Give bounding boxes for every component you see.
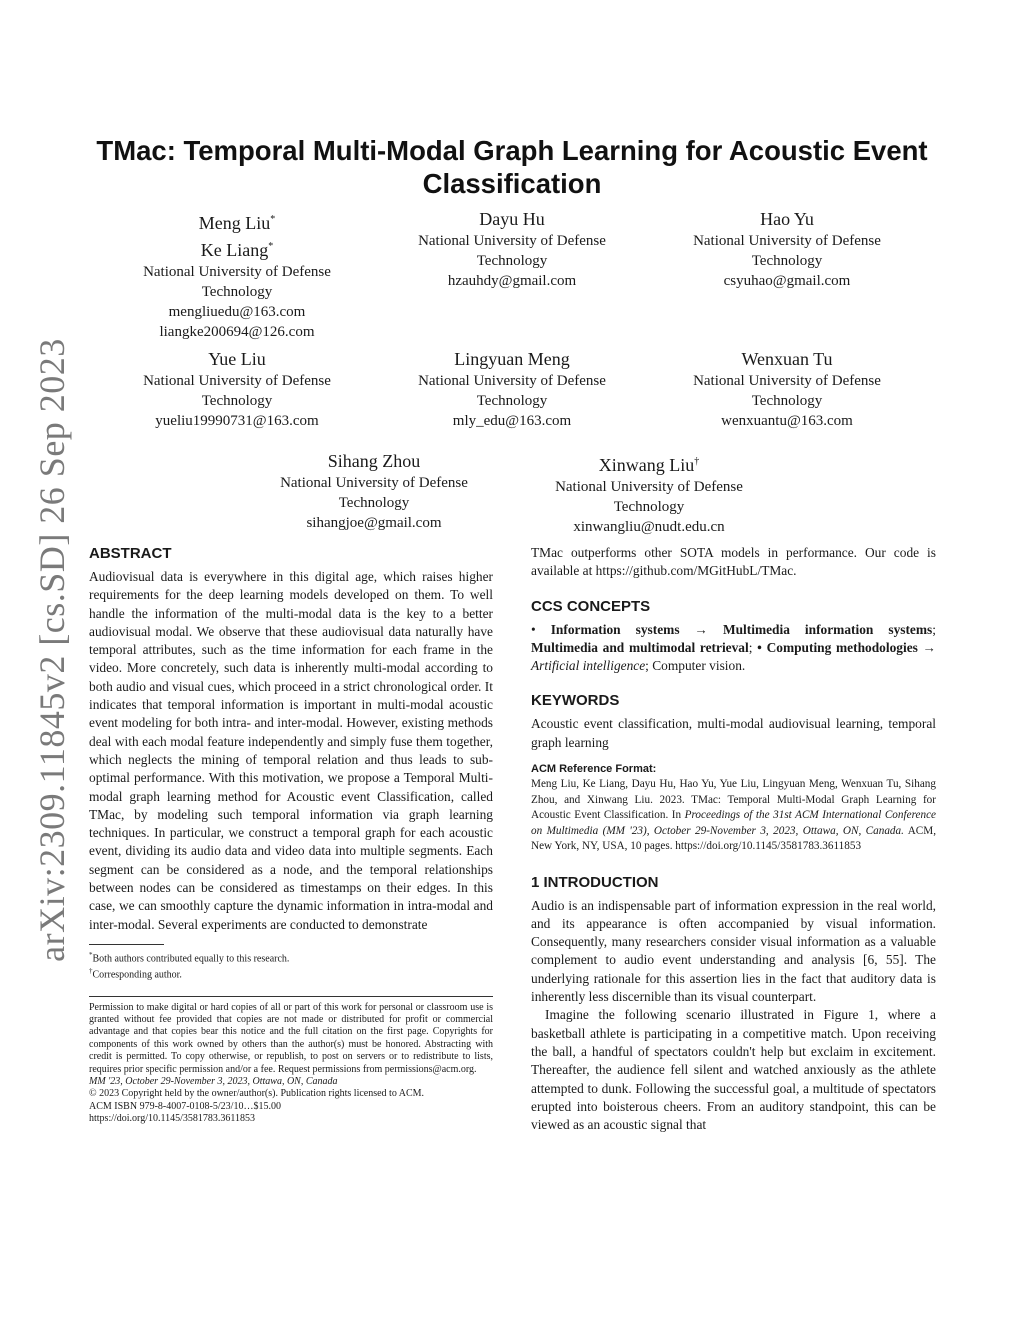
acm-reference-heading: ACM Reference Format: xyxy=(531,763,657,776)
author-email: hzauhdy@gmail.com xyxy=(447,273,577,289)
author-block-4 xyxy=(102,348,372,431)
footnote-mark: * xyxy=(89,950,93,959)
author-name: Hao Yu xyxy=(760,209,814,229)
introduction-heading: 1 INTRODUCTION xyxy=(531,873,659,891)
ccs-concepts: • Information systems → Multimedia information systems; Multimedia and multimodal retrieval; • Computing methodologies → Artificial intelligence; Computer vision. xyxy=(531,621,936,674)
author-name: Lingyuan Meng xyxy=(454,349,570,369)
author-affiliation: National University of Defense Technology xyxy=(693,233,881,269)
permission-notice xyxy=(89,996,493,1126)
author-name: Xinwang Liu xyxy=(598,455,695,475)
author-name: Sihang Zhou xyxy=(327,451,421,471)
isbn-line: ACM ISBN 979-8-4007-0108-5/23/10…$15.00 xyxy=(89,1100,281,1112)
footnote-text: Corresponding author. xyxy=(92,969,182,981)
arxiv-identifier: arXiv:2309.11845v2 [cs.SD] 26 Sep 2023 xyxy=(32,338,72,962)
footnote-equal xyxy=(89,949,493,965)
corresponding-author-mark: † xyxy=(694,456,700,467)
ccs-term: Information systems xyxy=(550,621,680,637)
right-column xyxy=(531,544,936,1134)
author-name: Dayu Hu xyxy=(479,209,545,229)
doi-link[interactable]: https://doi.org/10.1145/3581783.3611853 xyxy=(89,1113,256,1125)
abstract-continuation: TMac outperforms other SOTA models in performance. Our code is available at https://github.com/MGitHubL/TMac. xyxy=(531,545,936,579)
ccs-heading: CCS CONCEPTS xyxy=(531,597,651,615)
author-email: mly_edu@163.com xyxy=(452,413,572,429)
copyright-line: © 2023 Copyright held by the owner/author(s). Publication rights licensed to ACM. xyxy=(89,1088,425,1100)
author-email: mengliuedu@163.com xyxy=(168,304,306,320)
keywords-text: Acoustic event classification, multi-modal audiovisual learning, temporal graph learning xyxy=(531,716,936,750)
ccs-term: Artificial intelligence xyxy=(531,658,646,674)
author-email: liangke200694@126.com xyxy=(159,324,315,340)
keywords-heading: KEYWORDS xyxy=(531,692,620,710)
author-name: Ke Liang xyxy=(200,240,269,260)
ccs-term: Computer vision. xyxy=(652,658,746,674)
author-affiliation: National University of Defense Technology xyxy=(693,373,881,409)
author-block-2 xyxy=(377,208,647,291)
equal-contribution-mark: * xyxy=(270,214,276,225)
footnote-corresponding xyxy=(89,965,493,981)
author-affiliation: National University of Defense Technology xyxy=(143,264,331,300)
ccs-term: Multimedia information systems xyxy=(722,621,933,637)
acm-reference-venue: Proceedings of the 31st ACM International Conference on Multimedia (MM '23), October 29-November 3, 2023, Ottawa, ON, Canada. xyxy=(531,809,937,837)
footnote-text: Both authors contributed equally to this research. xyxy=(92,953,290,965)
author-email: sihangjoe@gmail.com xyxy=(306,515,442,531)
equal-contribution-mark: * xyxy=(268,241,274,252)
introduction-paragraph-1: Audio is an indispensable part of information expression in the real world, and its appearance is often accompanied by visual information. Consequently, many researchers consider visual information as a valuable complement to audio event understanding and analysis [6, 55]. The underlying rationale for this assertion lies in the fact that auditory data is inherently less discernible than its visual counterpart. xyxy=(531,897,936,1005)
abstract-text: Audiovisual data is everywhere in this digital age, which raises higher requirements for the deep learning models developed on them. To well handle the information of the multi-modal data is the key to a better audiovisual modal. We observe that these audiovisual data naturally have temporal attributes, such as the time information for each frame in the video. More concretely, such data is inherently multi-modal according to both audio and visual cues, which proceed in a strict chronological order. It indicates that temporal information is important in multi-modal acoustic event modeling for both intra- and inter-modal. However, existing methods deal with each modal feature independently and simply fuse them together, which neglects the mining of temporal relation and thus leads to sub-optimal performance. With this motivation, we propose a Temporal Multi-modal graph learning method for Acoustic event Classification, called TMac, by modeling such temporal information via graph learning techniques. In particular, we construct a temporal graph for each acoustic event, dividing its audio data and video data into multiple segments. Each segment can be considered as a node, and the temporal relationships between nodes can be considered as timestamps on their edges. In this case, we can smoothly capture the dynamic information in intra-modal and inter-modal. Several experiments are conducted to demonstrate xyxy=(89,569,493,932)
author-email: yueliu19990731@163.com xyxy=(155,413,319,429)
author-affiliation: National University of Defense Technology xyxy=(143,373,331,409)
author-name: Wenxuan Tu xyxy=(741,349,833,369)
author-affiliation: National University of Defense Technology xyxy=(418,233,606,269)
author-block-5 xyxy=(377,348,647,431)
author-name: Meng Liu xyxy=(198,213,271,233)
paper-title: TMac: Temporal Multi-Modal Graph Learning for Acoustic Event Classification xyxy=(96,135,928,199)
author-affiliation: National University of Defense Technology xyxy=(280,475,468,511)
left-column xyxy=(89,544,493,1126)
author-email: xinwangliu@nudt.edu.cn xyxy=(573,519,725,535)
footnote-mark: † xyxy=(89,967,93,976)
permission-text: Permission to make digital or hard copies of all or part of this work for personal or classroom use is granted without fee provided that copies are not made or distributed for profit or commercial advantage and that copies bear this notice and the full citation on the first page. Copyrights for components of this work owned by others than the author(s) must be honored. Abstracting with credit is permitted. To copy otherwise, or republish, to post on servers or to redistribute to lists, requires prior specific permission and/or a fee. Request permissions from permissions@acm.org. xyxy=(89,1001,493,1075)
author-block-6 xyxy=(652,348,922,431)
author-name: Yue Liu xyxy=(208,349,266,369)
acm-reference-text xyxy=(531,777,936,855)
author-email: csyuhao@gmail.com xyxy=(723,273,851,289)
author-email: wenxuantu@163.com xyxy=(721,413,853,429)
introduction-paragraph-2: Imagine the following scenario illustrated in Figure 1, where a basketball athlete is participating in a competitive match. Upon receiving the ball, a handful of spectators couldn't help but exclaim in excitement. Thereafter, the audience fell silent and watched anxiously as the athlete attempted to dunk. Following the successful goal, a multitude of spectators erupted into boisterous cheers. From an auditory standpoint, this can be viewed as an acoustic signal that xyxy=(531,1007,936,1133)
ccs-term: Multimedia and multimodal retrieval xyxy=(531,639,749,655)
ccs-term: Computing methodologies xyxy=(766,639,918,655)
acm-reference-authors: Meng Liu, Ke Liang, Dayu Hu, Hao Yu, Yue Liu, Lingyuan Meng, Wenxuan Tu, Sihang Zhou, and Xinwang Liu. 2023. TMac: Temporal Multi-Modal Graph Learning for Acoustic Event Classification. In xyxy=(531,778,936,822)
abstract-heading: ABSTRACT xyxy=(89,545,172,562)
acm-reference-rest: ACM, New York, NY, USA, 10 pages. https://doi.org/10.1145/3581783.3611853 xyxy=(531,824,936,853)
footnote-rule xyxy=(89,944,164,945)
author-block-8 xyxy=(514,450,784,537)
author-affiliation: National University of Defense Technology xyxy=(418,373,606,409)
conference-venue: MM '23, October 29-November 3, 2023, Ottawa, ON, Canada xyxy=(89,1076,338,1088)
author-block-7 xyxy=(239,450,509,533)
author-block-1 xyxy=(102,208,372,342)
author-affiliation: National University of Defense Technology xyxy=(555,479,743,515)
author-block-3 xyxy=(652,208,922,291)
